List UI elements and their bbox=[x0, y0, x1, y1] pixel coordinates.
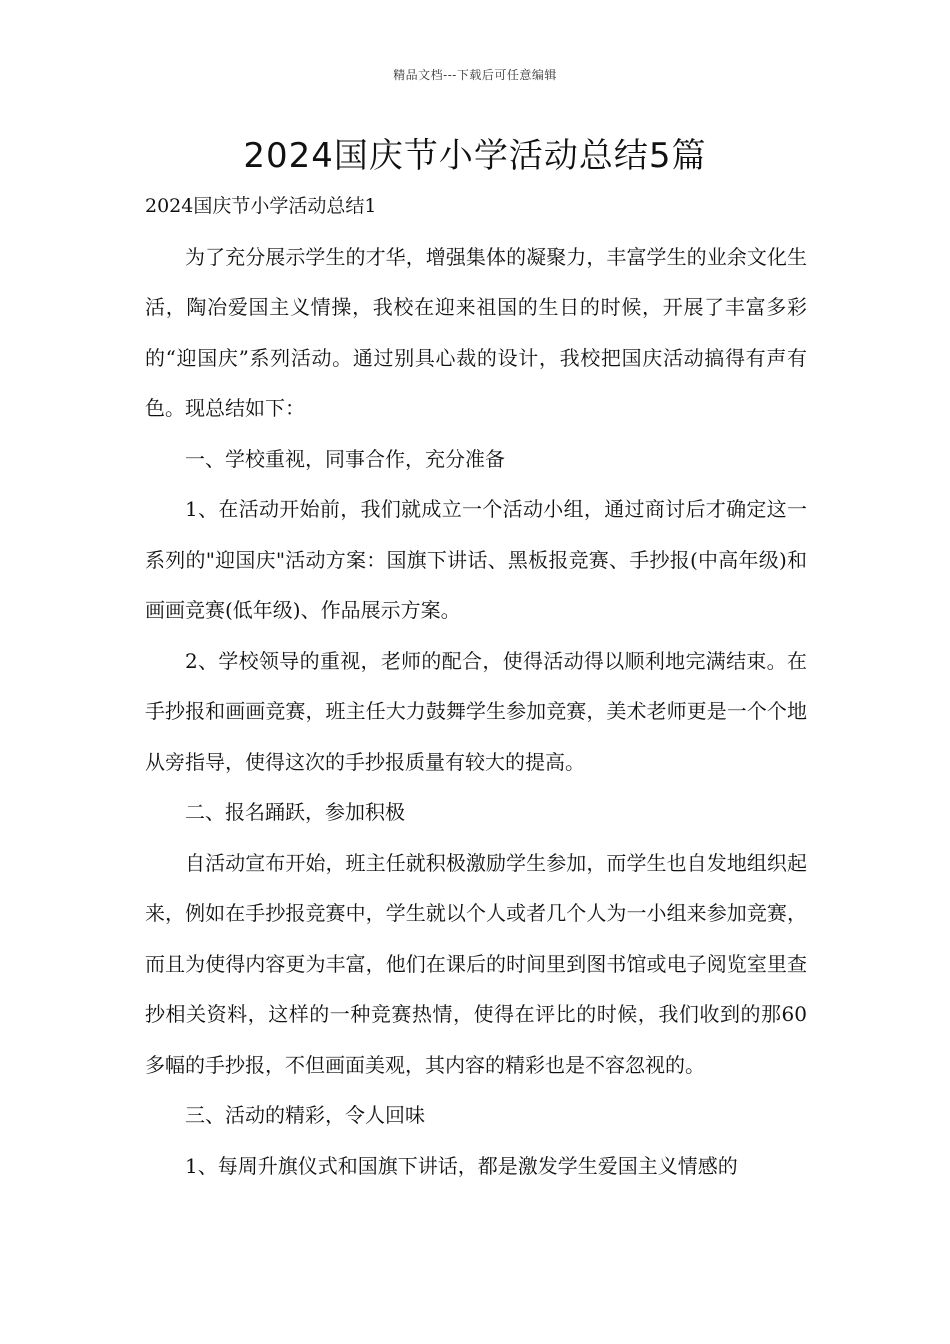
document-title: 2024国庆节小学活动总结5篇 bbox=[243, 136, 707, 176]
section-heading-2: 二、报名踊跃，参加积极 bbox=[185, 800, 405, 824]
paragraph-2: 自活动宣布开始，班主任就积极激励学生参加，而学生也自发地组织起来，例如在手抄报竞赛中，学生就以个人或者几个人为一小组来参加竞赛，而且为使得内容更为丰富，他们在课后的时间里到图书馆或电子阅览室里查抄相关资料，这样的一种竞赛热情，使得在评比的时候，我们收到的那60多幅的手抄报，不但画面美观，其内容的精彩也是不容忽视的。 bbox=[145, 850, 807, 1077]
section-heading-3: 三、活动的精彩，令人回味 bbox=[185, 1103, 425, 1127]
header-note: 精品文档---下载后可任意编辑 bbox=[393, 68, 557, 82]
section-heading-1: 一、学校重视，同事合作，充分准备 bbox=[185, 446, 505, 471]
paragraph-1-1: 1、在活动开始前，我们就成立一个活动小组，通过商讨后才确定这一系列的"迎国庆"活动方案：国旗下讲话、黑板报竞赛、手抄报(中高年级)和画画竞赛(低年级)、作品展示方案。 bbox=[145, 497, 807, 622]
paragraph-3-1: 1、每周升旗仪式和国旗下讲话，都是激发学生爱国主义情感的 bbox=[185, 1153, 738, 1178]
section-subtitle: 2024国庆节小学活动总结1 bbox=[145, 195, 377, 217]
paragraph-intro: 为了充分展示学生的才华，增强集体的凝聚力，丰富学生的业余文化生活，陶冶爱国主义情操，我校在迎来祖国的生日的时候，开展了丰富多彩的“迎国庆”系列活动。通过别具心裁的设计，我校把国庆活动搞得有声有色。现总结如下： bbox=[145, 244, 807, 420]
paragraph-1-2: 2、学校领导的重视，老师的配合，使得活动得以顺利地完满结束。在手抄报和画画竞赛，班主任大力鼓舞学生参加竞赛，美术老师更是一个个地从旁指导，使得这次的手抄报质量有较大的提高。 bbox=[145, 648, 807, 774]
document-body bbox=[145, 181, 807, 1191]
